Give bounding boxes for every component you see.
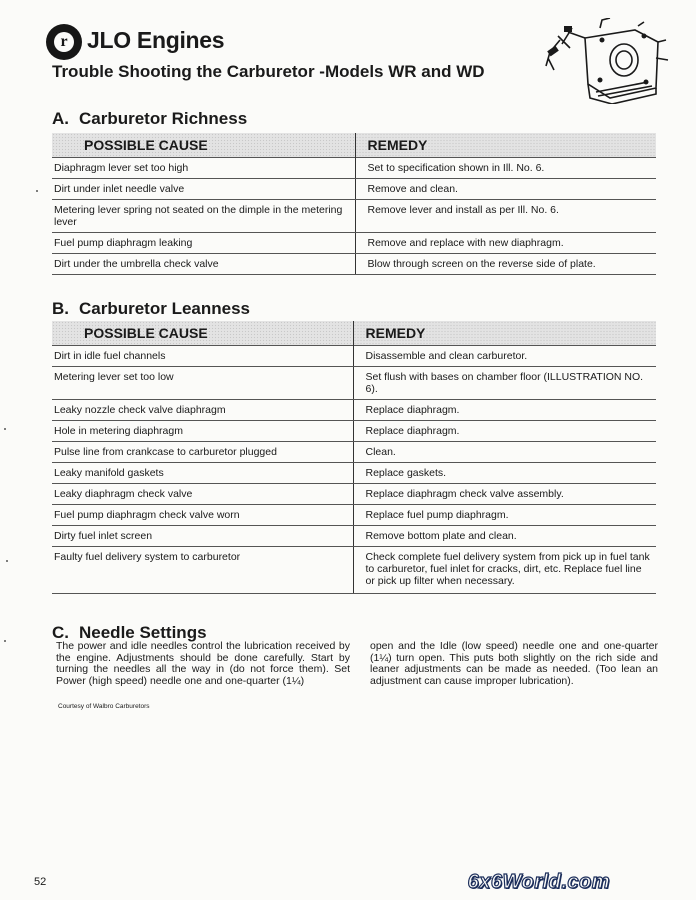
section-a-title: Carburetor Richness [79, 109, 248, 128]
cause-cell: Fuel pump diaphragm check valve worn [52, 505, 353, 526]
remedy-cell: Replace diaphragm check valve assembly. [353, 484, 656, 505]
cause-cell: Dirty fuel inlet screen [52, 526, 353, 547]
cause-cell: Pulse line from crankcase to carburetor plugged [52, 442, 353, 463]
remedy-cell: Replace fuel pump diaphragm. [353, 505, 656, 526]
remedy-cell: Replace diaphragm. [353, 421, 656, 442]
cause-cell: Hole in metering diaphragm [52, 421, 353, 442]
page-number: 52 [34, 876, 47, 888]
table-row [52, 547, 656, 594]
table-row [52, 421, 656, 442]
table-row [52, 526, 656, 547]
table-row [52, 400, 656, 421]
section-b-heading [52, 299, 250, 319]
brand-title: JLO Engines [87, 27, 225, 53]
needle-text-col2: open and the Idle (low speed) needle one and one-quarter (1¼) turn open. This puts both slightly on the rich side and leaner adjustments can be made as needed. (Too lean an adjustment can cause improper lubrication). [370, 640, 658, 687]
needle-text-col1: The power and idle needles control the lubrication received by the engine. Adjustments should be done carefully. Start by turning the needles all the way in (do not force them). Set Power (high speed) needle one and one-quarter (1¼) [56, 640, 350, 687]
cause-cell: Metering lever set too low [52, 367, 353, 400]
cause-cell: Metering lever spring not seated on the dimple in the metering lever [52, 200, 355, 233]
table-row [52, 346, 656, 367]
section-b-title: Carburetor Leanness [79, 299, 250, 318]
table-row [52, 200, 656, 233]
cause-cell: Fuel pump diaphragm leaking [52, 233, 355, 254]
carburetor-illustration [540, 18, 670, 104]
remedy-cell: Clean. [353, 442, 656, 463]
remedy-cell: Blow through screen on the reverse side of plate. [355, 254, 656, 275]
table-row [52, 254, 656, 275]
table-row [52, 505, 656, 526]
courtesy-note: Courtesy of Walbro Carburetors [58, 703, 150, 710]
brand-logo: r [46, 24, 82, 60]
scan-speck [4, 640, 6, 642]
section-a-heading [52, 109, 247, 129]
section-b-letter: B. [52, 299, 69, 318]
table-row [52, 484, 656, 505]
table-row [52, 179, 656, 200]
cause-cell: Leaky nozzle check valve diaphragm [52, 400, 353, 421]
remedy-cell: Set flush with bases on chamber floor (ILLUSTRATION NO. 6). [353, 367, 656, 400]
leanness-table [52, 321, 656, 594]
section-c-title: Needle Settings [79, 623, 207, 642]
remedy-cell: Check complete fuel delivery system from pick up in fuel tank to carburetor, fuel inlet for cracks, dirt, etc. Replace fuel line or pick up filter when necessary. [353, 547, 656, 594]
cause-cell: Dirt in idle fuel channels [52, 346, 353, 367]
scan-speck [6, 560, 8, 562]
table-row [52, 233, 656, 254]
cause-cell: Dirt under inlet needle valve [52, 179, 355, 200]
cause-cell: Diaphragm lever set too high [52, 158, 355, 179]
cause-cell: Leaky diaphragm check valve [52, 484, 353, 505]
remedy-cell: Replace diaphragm. [353, 400, 656, 421]
table-row [52, 442, 656, 463]
remedy-cell: Set to specification shown in Ill. No. 6. [355, 158, 656, 179]
remedy-cell: Remove bottom plate and clean. [353, 526, 656, 547]
remedy-cell: Remove lever and install as per Ill. No. 6. [355, 200, 656, 233]
col-header-cause: POSSIBLE CAUSE [52, 321, 353, 346]
table-row [52, 463, 656, 484]
table-row [52, 158, 656, 179]
cause-cell: Faulty fuel delivery system to carburetor [52, 547, 353, 594]
table-row [52, 367, 656, 400]
scan-speck [4, 428, 6, 430]
col-header-remedy: REMEDY [353, 321, 656, 346]
remedy-cell: Remove and clean. [355, 179, 656, 200]
remedy-cell: Disassemble and clean carburetor. [353, 346, 656, 367]
cause-cell: Dirt under the umbrella check valve [52, 254, 355, 275]
cause-cell: Leaky manifold gaskets [52, 463, 353, 484]
col-header-cause: POSSIBLE CAUSE [52, 133, 355, 158]
section-c-letter: C. [52, 623, 69, 642]
richness-table [52, 133, 656, 275]
col-header-remedy: REMEDY [355, 133, 656, 158]
section-a-letter: A. [52, 109, 69, 128]
page-subtitle: Trouble Shooting the Carburetor -Models WR and WD [52, 62, 485, 81]
remedy-cell: Replace gaskets. [353, 463, 656, 484]
scan-speck [36, 190, 38, 192]
watermark: 6x6World.com [467, 871, 610, 893]
remedy-cell: Remove and replace with new diaphragm. [355, 233, 656, 254]
